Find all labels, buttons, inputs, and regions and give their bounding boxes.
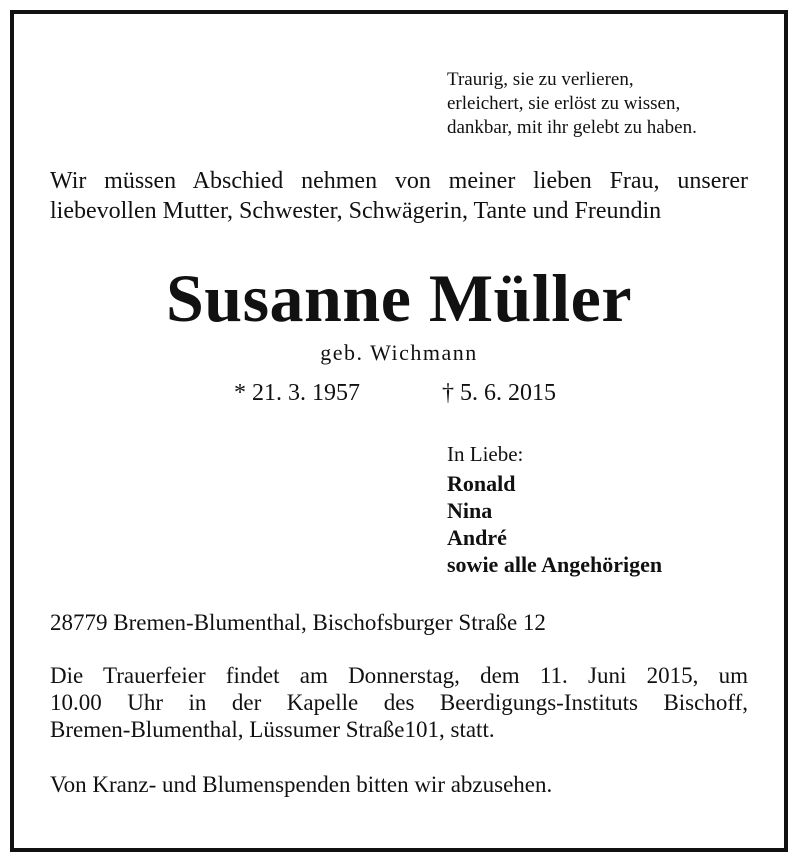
intro-text — [50, 166, 748, 226]
mourner-name: Nina — [447, 498, 493, 523]
deceased-name: Susanne Müller — [165, 260, 633, 336]
mourner-name: sowie alle Angehörigen — [447, 552, 663, 577]
signoff-label: In Liebe: — [447, 442, 524, 466]
motto-verse — [447, 68, 697, 140]
obituary-notice — [10, 10, 788, 852]
birth-name: geb. Wichmann — [320, 340, 478, 365]
birth-date: * 21. 3. 1957 — [234, 380, 360, 406]
motto-line: erleichert, sie erlöst zu wissen, — [447, 93, 681, 114]
funeral-service-info — [50, 662, 748, 743]
service-line: Die Trauerfeier findet am Donnerstag, dem 11. Juni 2015, um — [50, 663, 748, 688]
motto-line: Traurig, sie zu verlieren, — [447, 69, 634, 90]
mourner-name: Ronald — [447, 471, 516, 496]
intro-line: liebevollen Mutter, Schwester, Schwägerin, Tante und Freundin — [50, 198, 662, 224]
motto-line: dankbar, mit ihr gelebt zu haben. — [447, 117, 697, 138]
service-line: Bremen-Blumenthal, Lüssumer Straße101, statt. — [50, 717, 495, 742]
family-address: 28779 Bremen-Blumenthal, Bischofsburger Straße 12 — [50, 610, 546, 635]
mourners-list — [447, 470, 662, 578]
mourner-name: André — [447, 525, 507, 550]
service-line: 10.00 Uhr in der Kapelle des Beerdigungs-Instituts Bischoff, — [50, 690, 748, 715]
death-date: † 5. 6. 2015 — [442, 380, 556, 406]
flower-request: Von Kranz- und Blumenspenden bitten wir abzusehen. — [50, 772, 553, 797]
intro-line: Wir müssen Abschied nehmen von meiner lieben Frau, unserer — [50, 168, 748, 194]
